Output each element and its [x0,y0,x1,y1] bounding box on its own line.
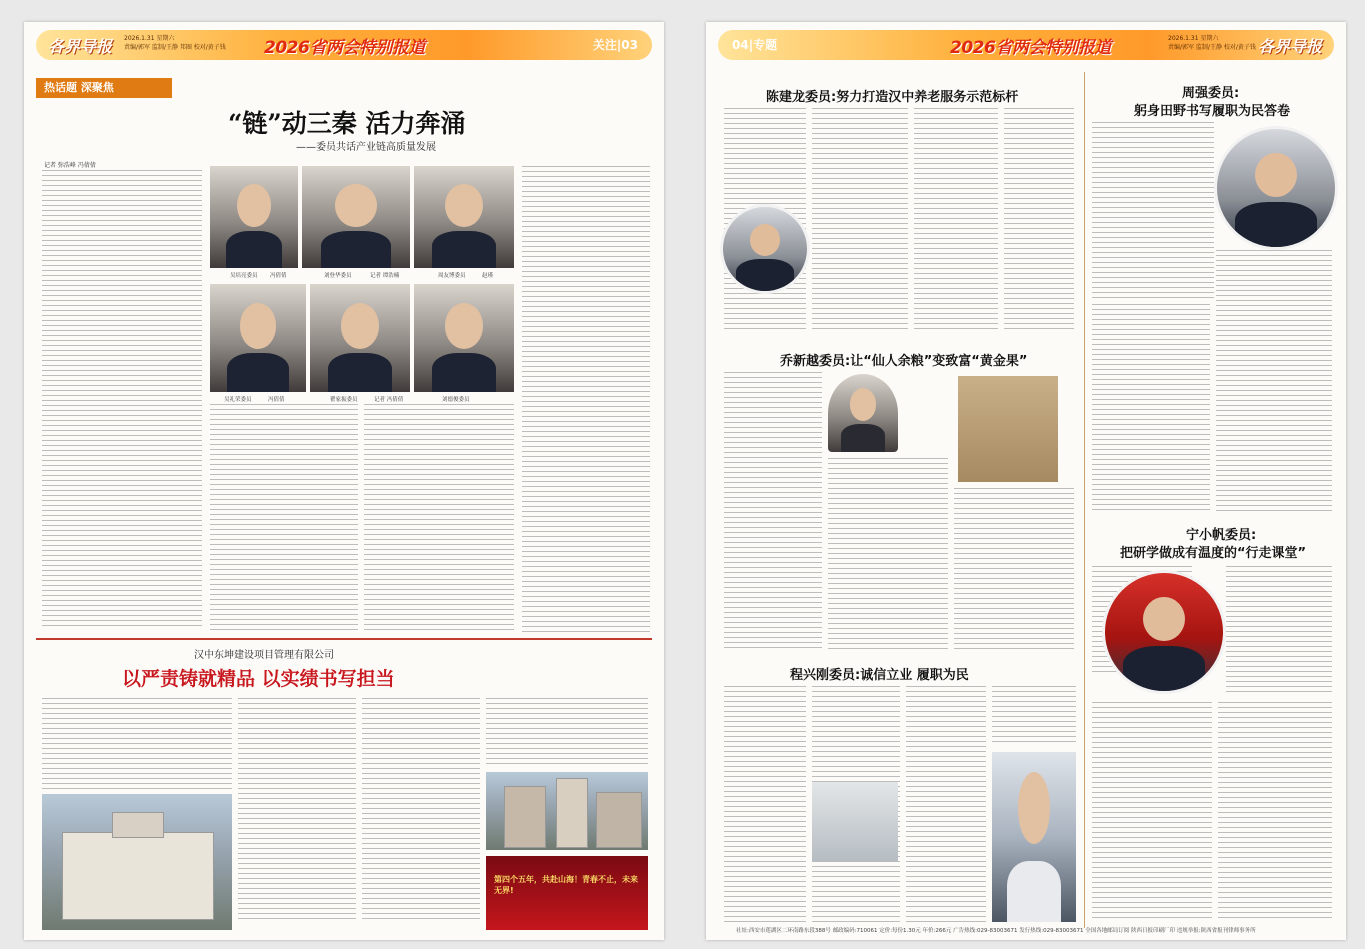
article-text-column [812,108,908,330]
article-text-column [724,686,806,922]
sidebar-text-column [1092,702,1212,922]
member-photo [302,166,410,268]
photo-caption: 吴培亮委员 [230,273,258,279]
section-tag: 关注|03 [592,38,638,52]
article-text-column [906,686,986,922]
photo-caption: 记者 谭浩楠 [370,273,400,279]
photo-caption: 赵瑾 [482,273,494,279]
issue-info [124,34,226,52]
photo-caption: 冯倩倩 [270,273,287,279]
ad-company-name: 汉中东坤建设项目管理有限公司 [194,650,334,661]
photo-caption: 瞿家振委员 [330,397,358,403]
member-portrait [720,204,810,294]
article-title: 程兴刚委员:诚信立业 履职为民 [790,668,969,683]
banner-slogan: 第四个五年，共赴山海！青春不止，未来无界! [494,875,638,895]
newspaper-logo: 各界导报 [1257,37,1322,56]
photo-caption: 刘登华委员 [324,273,352,279]
page-headline: “链”动三秦 活力奔涌 [228,109,466,138]
photo-caption: 吴礼荣委员 [224,397,252,403]
article-text-column [954,488,1074,650]
special-report-banner: 2026省两会特别报道 [264,38,425,58]
article-text-column [914,108,998,330]
ad-text-column [42,698,232,790]
article-text-column [992,686,1076,746]
article-title: 乔新越委员:让“仙人余粮”变致富“黄金果” [780,354,1028,369]
staff-credits: 责编/郭军 监制/王静 校对/黄子钱 [1168,44,1256,51]
left-page [24,22,664,940]
article-text-column [1004,108,1074,330]
photo-caption: 冯倩倩 [268,397,285,403]
ad-text-column [486,698,648,768]
byline: 记者 弥浩峰 冯倩倩 [44,162,96,169]
special-report-banner: 2026省两会特别报道 [950,38,1111,58]
sidebar-member-name: 宁小帆委员: [1186,528,1257,543]
team-banner-image [486,856,648,930]
staff-credits: 责编/郭军 监制/王静 邦圈 校对/黄子钱 [124,44,226,51]
product-image [958,376,1058,482]
masthead-left [36,30,652,60]
sidebar-text-column [1216,250,1332,514]
factory-photo [812,782,898,862]
ad-title: 以严责铸就精品 以实绩书写担当 [122,668,395,690]
member-portrait [1214,126,1338,250]
photo-caption: 刘德俊委员 [442,397,470,403]
article-text-column [522,166,650,632]
member-portrait [1102,570,1226,694]
section-tag: 04|专题 [732,38,778,52]
member-portrait [828,374,898,452]
member-photo [414,284,514,392]
hot-topic-tag: 热话题 深聚焦 [36,78,172,98]
right-page [706,22,1346,940]
issue-date: 2026.1.31 星期六 [1168,35,1219,42]
article-text-column [210,404,358,632]
member-photo [414,166,514,268]
sidebar-member-name: 周强委员: [1182,86,1240,101]
sidebar-title: 躬身田野书写履职为民答卷 [1134,104,1291,119]
photo-caption: 记者 冯倩倩 [374,397,404,403]
sidebar-text-column [1218,702,1332,922]
article-text-column [364,404,514,632]
ad-text-column [238,698,356,920]
page-footer: 社址:西安市莲湖区二环南路东段388号 邮政编码:710061 定价:每份1.30元 年价:266元 广告热线:029-83003671 发行热线:029-83003671 全国各地邮局订阅 陕西日报印刷厂印 违规举报:陕西省报刊律师事务所 [736,928,1256,934]
article-text-column [724,372,822,650]
member-photo [210,166,298,268]
member-field-photo [992,752,1076,922]
sidebar-text-column [1092,122,1214,300]
office-building-image [42,794,232,930]
masthead-right [718,30,1334,60]
article-text-column [828,458,948,650]
issue-info [1168,34,1256,52]
sidebar-text-column [1226,566,1332,696]
subheadline: ——委员共话产业链高质量发展 [296,142,436,153]
member-photo [310,284,410,392]
sidebar-text-column [1092,304,1210,514]
article-title: 陈建龙委员:努力打造汉中养老服务示范标杆 [766,90,1019,105]
photo-caption: 周友博委员 [438,273,466,279]
newspaper-logo: 各界导报 [48,37,113,56]
ad-text-column [362,698,480,920]
project-site-image [486,772,648,850]
member-photo [210,284,306,392]
divider-rule [36,638,652,640]
column-divider [1084,72,1085,928]
sidebar-title: 把研学做成有温度的“行走课堂” [1120,546,1307,561]
article-text-column [42,170,202,630]
issue-date: 2026.1.31 星期六 [124,35,175,42]
